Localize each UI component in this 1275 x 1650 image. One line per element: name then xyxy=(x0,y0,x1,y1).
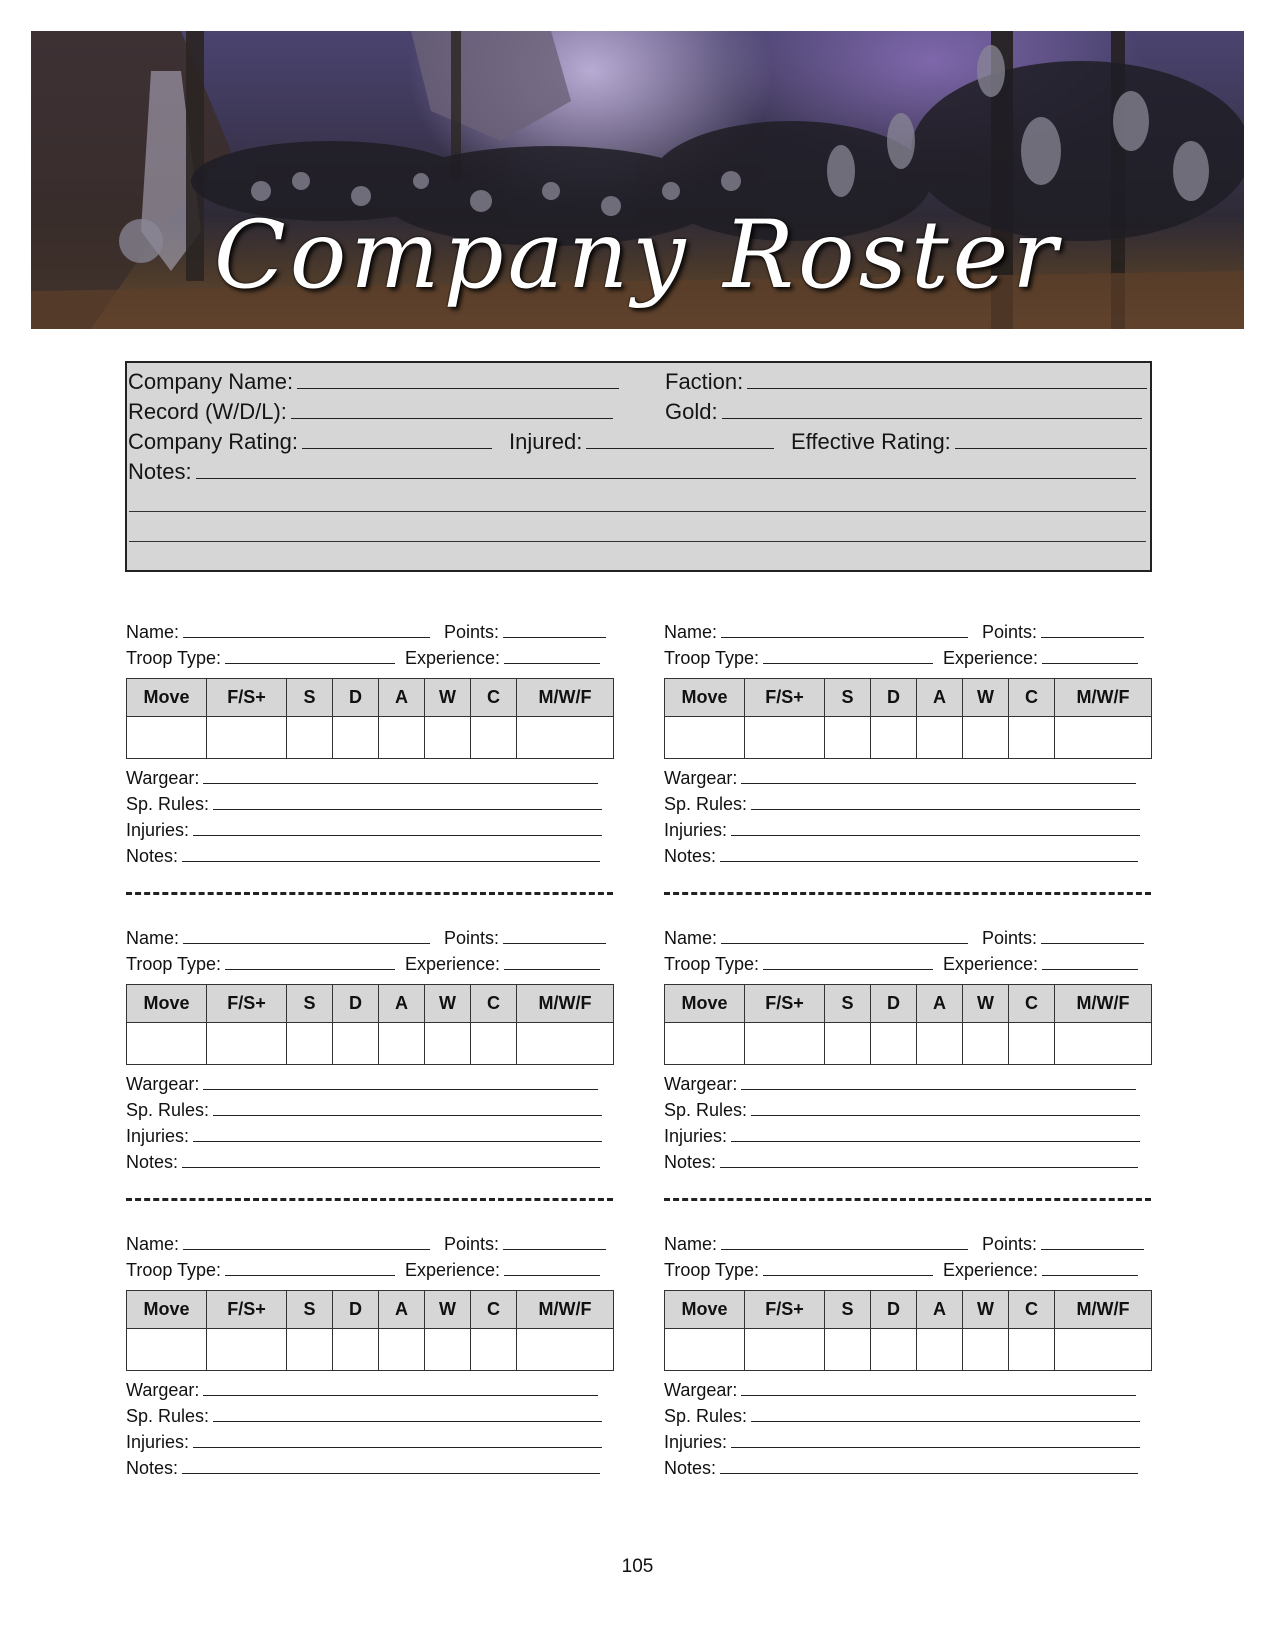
injuries-label: Injuries: xyxy=(664,820,728,840)
company-notes-label: Notes: xyxy=(128,459,192,484)
wargear-field[interactable] xyxy=(741,766,1136,784)
troop-row xyxy=(126,645,613,671)
stat-header: M/W/F xyxy=(517,985,614,1023)
experience-label: Experience: xyxy=(405,1260,501,1280)
troop-type-field[interactable] xyxy=(225,952,395,970)
stat-cell[interactable] xyxy=(471,1329,517,1371)
troop-type-field[interactable] xyxy=(225,1258,395,1276)
name-field[interactable] xyxy=(183,926,430,944)
stat-cell[interactable] xyxy=(745,717,825,759)
stat-header: D xyxy=(333,679,379,717)
stats-table xyxy=(664,984,1152,1065)
notes-field[interactable] xyxy=(720,1456,1138,1474)
sp-rules-field[interactable] xyxy=(213,1404,602,1422)
character-card xyxy=(664,925,1151,1175)
stat-header: M/W/F xyxy=(1055,1291,1152,1329)
injuries-row xyxy=(664,817,1151,843)
stat-cell[interactable] xyxy=(287,717,333,759)
troop-type-label: Troop Type: xyxy=(664,1260,760,1280)
gold-field[interactable] xyxy=(722,398,1142,419)
stat-header: A xyxy=(379,1291,425,1329)
page-number: 105 xyxy=(621,1556,654,1577)
injuries-field[interactable] xyxy=(193,818,602,836)
injured-label: Injured: xyxy=(509,429,583,454)
notes-row xyxy=(126,1149,613,1175)
stat-header: C xyxy=(471,679,517,717)
notes-label: Notes: xyxy=(126,1152,179,1172)
dashed-divider xyxy=(664,892,1151,895)
dashed-divider xyxy=(664,1198,1151,1201)
points-label: Points: xyxy=(444,928,500,948)
stats-value-row xyxy=(127,717,614,759)
injuries-field[interactable] xyxy=(193,1124,602,1142)
name-field[interactable] xyxy=(183,1232,430,1250)
notes-row xyxy=(126,843,613,869)
troop-row xyxy=(664,1257,1151,1283)
experience-field[interactable] xyxy=(1042,646,1138,664)
stat-header: S xyxy=(825,1291,871,1329)
wargear-field[interactable] xyxy=(203,766,598,784)
stat-cell[interactable] xyxy=(333,1023,379,1065)
stat-cell[interactable] xyxy=(207,1023,287,1065)
stat-cell[interactable] xyxy=(665,1023,745,1065)
sp-rules-field[interactable] xyxy=(213,1098,602,1116)
notes-field[interactable] xyxy=(720,1150,1138,1168)
injuries-row xyxy=(126,817,613,843)
injured-field[interactable] xyxy=(586,428,774,449)
experience-label: Experience: xyxy=(943,954,1039,974)
stat-cell[interactable] xyxy=(471,717,517,759)
sp-rules-row xyxy=(126,1097,613,1123)
stat-cell[interactable] xyxy=(333,717,379,759)
troop-type-label: Troop Type: xyxy=(664,954,760,974)
injuries-row xyxy=(664,1123,1151,1149)
stat-header: M/W/F xyxy=(1055,679,1152,717)
stat-header: Move xyxy=(127,1291,207,1329)
stat-header: W xyxy=(425,985,471,1023)
character-card xyxy=(126,619,613,869)
notes-field[interactable] xyxy=(182,1456,600,1474)
faction-field[interactable] xyxy=(747,368,1147,389)
wargear-label: Wargear: xyxy=(664,1074,738,1094)
wargear-label: Wargear: xyxy=(664,1380,738,1400)
stats-value-row xyxy=(127,1329,614,1371)
stat-cell[interactable] xyxy=(1009,717,1055,759)
stat-cell[interactable] xyxy=(425,1329,471,1371)
injuries-field[interactable] xyxy=(731,1124,1140,1142)
stat-cell[interactable] xyxy=(127,1023,207,1065)
stat-cell[interactable] xyxy=(665,717,745,759)
stat-cell[interactable] xyxy=(287,1023,333,1065)
stat-header: W xyxy=(425,1291,471,1329)
stat-cell[interactable] xyxy=(517,1329,614,1371)
stats-value-row xyxy=(665,717,1152,759)
notes-rule[interactable] xyxy=(129,511,1146,512)
wargear-row xyxy=(126,1377,613,1403)
stat-cell[interactable] xyxy=(207,1329,287,1371)
notes-row xyxy=(664,1149,1151,1175)
sp-rules-field[interactable] xyxy=(751,1098,1140,1116)
experience-label: Experience: xyxy=(943,1260,1039,1280)
troop-type-label: Troop Type: xyxy=(126,648,222,668)
name-row xyxy=(126,925,613,951)
stat-header: S xyxy=(287,985,333,1023)
troop-row xyxy=(126,1257,613,1283)
sp-rules-field[interactable] xyxy=(213,792,602,810)
stats-header-row xyxy=(665,1291,1152,1329)
sp-rules-row xyxy=(126,791,613,817)
stat-cell[interactable] xyxy=(517,717,614,759)
wargear-row xyxy=(664,1071,1151,1097)
stat-header: A xyxy=(379,985,425,1023)
stat-cell[interactable] xyxy=(471,1023,517,1065)
sp-rules-field[interactable] xyxy=(751,1404,1140,1422)
stat-cell[interactable] xyxy=(379,1023,425,1065)
company-rating-label: Company Rating: xyxy=(128,429,298,454)
points-label: Points: xyxy=(982,928,1038,948)
stat-cell[interactable] xyxy=(379,1329,425,1371)
stat-header: C xyxy=(1009,679,1055,717)
stat-header: D xyxy=(333,1291,379,1329)
character-card xyxy=(126,925,613,1175)
points-field[interactable] xyxy=(503,620,606,638)
stat-cell[interactable] xyxy=(1055,1023,1152,1065)
stat-cell[interactable] xyxy=(745,1329,825,1371)
name-row xyxy=(664,619,1151,645)
stat-cell[interactable] xyxy=(379,717,425,759)
injuries-field[interactable] xyxy=(193,1430,602,1448)
troop-type-label: Troop Type: xyxy=(126,954,222,974)
stat-cell[interactable] xyxy=(825,1329,871,1371)
sp-rules-label: Sp. Rules: xyxy=(126,1100,210,1120)
experience-field[interactable] xyxy=(504,1258,600,1276)
stat-header: W xyxy=(425,679,471,717)
stat-cell[interactable] xyxy=(825,1023,871,1065)
company-rating-field[interactable] xyxy=(302,428,492,449)
notes-label: Notes: xyxy=(126,1458,179,1478)
stat-header: Move xyxy=(127,985,207,1023)
character-card xyxy=(664,1231,1151,1481)
name-label: Name: xyxy=(126,928,180,948)
notes-field[interactable] xyxy=(720,844,1138,862)
points-field[interactable] xyxy=(503,926,606,944)
header-banner xyxy=(31,31,1244,329)
wargear-row xyxy=(664,765,1151,791)
stat-cell[interactable] xyxy=(333,1329,379,1371)
stat-cell[interactable] xyxy=(963,717,1009,759)
stat-header: A xyxy=(917,1291,963,1329)
notes-label: Notes: xyxy=(126,846,179,866)
stat-header: Move xyxy=(665,679,745,717)
stat-cell[interactable] xyxy=(917,1329,963,1371)
stats-table xyxy=(126,984,614,1065)
stats-header-row xyxy=(665,679,1152,717)
stats-header-row xyxy=(665,985,1152,1023)
faction-line xyxy=(665,367,1147,397)
notes-label: Notes: xyxy=(664,846,717,866)
stat-header: D xyxy=(333,985,379,1023)
notes-label: Notes: xyxy=(664,1152,717,1172)
wargear-field[interactable] xyxy=(203,1378,598,1396)
troop-row xyxy=(664,645,1151,671)
stats-header-row xyxy=(127,985,614,1023)
name-row xyxy=(664,925,1151,951)
notes-field[interactable] xyxy=(182,1150,600,1168)
stat-cell[interactable] xyxy=(963,1023,1009,1065)
troop-type-field[interactable] xyxy=(763,1258,933,1276)
points-field[interactable] xyxy=(1041,926,1144,944)
injuries-row xyxy=(126,1123,613,1149)
notes-row xyxy=(664,1455,1151,1481)
stat-header: Move xyxy=(665,985,745,1023)
stat-header: D xyxy=(871,1291,917,1329)
sp-rules-label: Sp. Rules: xyxy=(664,794,748,814)
sp-rules-row xyxy=(126,1403,613,1429)
points-label: Points: xyxy=(982,622,1038,642)
injuries-label: Injuries: xyxy=(664,1126,728,1146)
stat-cell[interactable] xyxy=(917,1023,963,1065)
name-label: Name: xyxy=(664,622,718,642)
name-label: Name: xyxy=(126,1234,180,1254)
notes-rule[interactable] xyxy=(129,541,1146,542)
stat-header: C xyxy=(471,985,517,1023)
experience-label: Experience: xyxy=(405,954,501,974)
dashed-divider xyxy=(126,892,613,895)
stat-header: D xyxy=(871,679,917,717)
notes-row xyxy=(126,1455,613,1481)
stat-header: S xyxy=(287,679,333,717)
name-row xyxy=(664,1231,1151,1257)
page-title: Company Roster xyxy=(213,201,1062,310)
stat-cell[interactable] xyxy=(871,717,917,759)
notes-label: Notes: xyxy=(664,1458,717,1478)
stat-header: M/W/F xyxy=(1055,985,1152,1023)
stat-cell[interactable] xyxy=(207,717,287,759)
points-field[interactable] xyxy=(1041,620,1144,638)
name-label: Name: xyxy=(664,928,718,948)
stat-header: W xyxy=(963,1291,1009,1329)
stat-header: F/S+ xyxy=(207,1291,287,1329)
stat-cell[interactable] xyxy=(665,1329,745,1371)
injuries-field[interactable] xyxy=(731,818,1140,836)
wargear-label: Wargear: xyxy=(126,1074,200,1094)
company-name-line xyxy=(128,367,619,397)
character-card xyxy=(664,619,1151,869)
stat-header: F/S+ xyxy=(207,679,287,717)
stat-cell[interactable] xyxy=(1009,1023,1055,1065)
wargear-label: Wargear: xyxy=(664,768,738,788)
injuries-row xyxy=(126,1429,613,1455)
stat-header: D xyxy=(871,985,917,1023)
company-name-label: Company Name: xyxy=(128,369,294,394)
stats-header-row xyxy=(127,679,614,717)
experience-label: Experience: xyxy=(943,648,1039,668)
notes-row xyxy=(664,843,1151,869)
stat-header: C xyxy=(1009,985,1055,1023)
faction-label: Faction: xyxy=(665,369,744,394)
name-row xyxy=(126,619,613,645)
sp-rules-label: Sp. Rules: xyxy=(664,1100,748,1120)
sp-rules-label: Sp. Rules: xyxy=(126,794,210,814)
sp-rules-row xyxy=(664,1097,1151,1123)
stats-value-row xyxy=(665,1329,1152,1371)
wargear-field[interactable] xyxy=(741,1378,1136,1396)
sp-rules-label: Sp. Rules: xyxy=(126,1406,210,1426)
effective-rating-field[interactable] xyxy=(955,428,1147,449)
troop-row xyxy=(664,951,1151,977)
stat-cell[interactable] xyxy=(745,1023,825,1065)
dashed-divider xyxy=(126,1198,613,1201)
stat-header: S xyxy=(825,985,871,1023)
stats-table xyxy=(126,1290,614,1371)
troop-type-label: Troop Type: xyxy=(126,1260,222,1280)
wargear-label: Wargear: xyxy=(126,768,200,788)
gold-label: Gold: xyxy=(665,399,718,424)
stat-cell[interactable] xyxy=(425,1023,471,1065)
name-field[interactable] xyxy=(721,620,968,638)
sp-rules-row xyxy=(664,791,1151,817)
stat-cell[interactable] xyxy=(517,1023,614,1065)
company-name-field[interactable] xyxy=(297,368,619,389)
points-field[interactable] xyxy=(1041,1232,1144,1250)
stat-header: S xyxy=(825,679,871,717)
wargear-label: Wargear: xyxy=(126,1380,200,1400)
sp-rules-label: Sp. Rules: xyxy=(664,1406,748,1426)
record-field[interactable] xyxy=(291,398,613,419)
stat-header: M/W/F xyxy=(517,1291,614,1329)
stats-value-row xyxy=(665,1023,1152,1065)
stats-header-row xyxy=(127,1291,614,1329)
points-field[interactable] xyxy=(503,1232,606,1250)
stat-header: W xyxy=(963,679,1009,717)
stat-cell[interactable] xyxy=(825,717,871,759)
stat-header: Move xyxy=(665,1291,745,1329)
record-line xyxy=(128,397,613,427)
stat-cell[interactable] xyxy=(127,717,207,759)
stats-table xyxy=(664,1290,1152,1371)
stat-header: W xyxy=(963,985,1009,1023)
injuries-label: Injuries: xyxy=(126,1432,190,1452)
points-label: Points: xyxy=(444,622,500,642)
name-field[interactable] xyxy=(721,1232,968,1250)
stat-cell[interactable] xyxy=(127,1329,207,1371)
injuries-label: Injuries: xyxy=(664,1432,728,1452)
stat-cell[interactable] xyxy=(1009,1329,1055,1371)
troop-type-label: Troop Type: xyxy=(664,648,760,668)
wargear-row xyxy=(126,1071,613,1097)
name-label: Name: xyxy=(126,622,180,642)
name-field[interactable] xyxy=(183,620,430,638)
company-info-box xyxy=(125,361,1152,572)
experience-field[interactable] xyxy=(1042,1258,1138,1276)
name-row xyxy=(126,1231,613,1257)
stat-cell[interactable] xyxy=(1055,1329,1152,1371)
points-label: Points: xyxy=(444,1234,500,1254)
wargear-row xyxy=(126,765,613,791)
stat-header: A xyxy=(917,679,963,717)
stat-cell[interactable] xyxy=(1055,717,1152,759)
troop-row xyxy=(126,951,613,977)
stat-cell[interactable] xyxy=(963,1329,1009,1371)
injuries-row xyxy=(664,1429,1151,1455)
wargear-row xyxy=(664,1377,1151,1403)
points-label: Points: xyxy=(982,1234,1038,1254)
stat-header: A xyxy=(917,985,963,1023)
injuries-field[interactable] xyxy=(731,1430,1140,1448)
rating-line xyxy=(128,427,492,457)
wargear-field[interactable] xyxy=(203,1072,598,1090)
stat-cell[interactable] xyxy=(425,717,471,759)
experience-field[interactable] xyxy=(504,646,600,664)
stat-header: A xyxy=(379,679,425,717)
troop-type-field[interactable] xyxy=(763,952,933,970)
stat-header: S xyxy=(287,1291,333,1329)
wargear-field[interactable] xyxy=(741,1072,1136,1090)
experience-label: Experience: xyxy=(405,648,501,668)
name-field[interactable] xyxy=(721,926,968,944)
stat-header: C xyxy=(471,1291,517,1329)
stats-value-row xyxy=(127,1023,614,1065)
record-label: Record (W/D/L): xyxy=(128,399,287,424)
stat-header: F/S+ xyxy=(745,985,825,1023)
stat-cell[interactable] xyxy=(287,1329,333,1371)
company-notes-field[interactable] xyxy=(196,458,1136,479)
stat-header: F/S+ xyxy=(745,679,825,717)
injuries-label: Injuries: xyxy=(126,820,190,840)
experience-field[interactable] xyxy=(504,952,600,970)
stat-header: Move xyxy=(127,679,207,717)
stat-cell[interactable] xyxy=(917,717,963,759)
gold-line xyxy=(665,397,1142,427)
notes-field[interactable] xyxy=(182,844,600,862)
experience-field[interactable] xyxy=(1042,952,1138,970)
effective-rating-label: Effective Rating: xyxy=(791,429,951,454)
stat-header: F/S+ xyxy=(207,985,287,1023)
stats-table xyxy=(126,678,614,759)
name-label: Name: xyxy=(664,1234,718,1254)
stat-header: F/S+ xyxy=(745,1291,825,1329)
effective-rating-line xyxy=(791,427,1147,457)
troop-type-field[interactable] xyxy=(225,646,395,664)
stat-header: C xyxy=(1009,1291,1055,1329)
character-card xyxy=(126,1231,613,1481)
stat-header: M/W/F xyxy=(517,679,614,717)
stats-table xyxy=(664,678,1152,759)
stat-cell[interactable] xyxy=(871,1329,917,1371)
sp-rules-row xyxy=(664,1403,1151,1429)
injuries-label: Injuries: xyxy=(126,1126,190,1146)
stat-cell[interactable] xyxy=(871,1023,917,1065)
sp-rules-field[interactable] xyxy=(751,792,1140,810)
injured-line xyxy=(509,427,774,457)
notes-line xyxy=(128,457,1136,487)
troop-type-field[interactable] xyxy=(763,646,933,664)
